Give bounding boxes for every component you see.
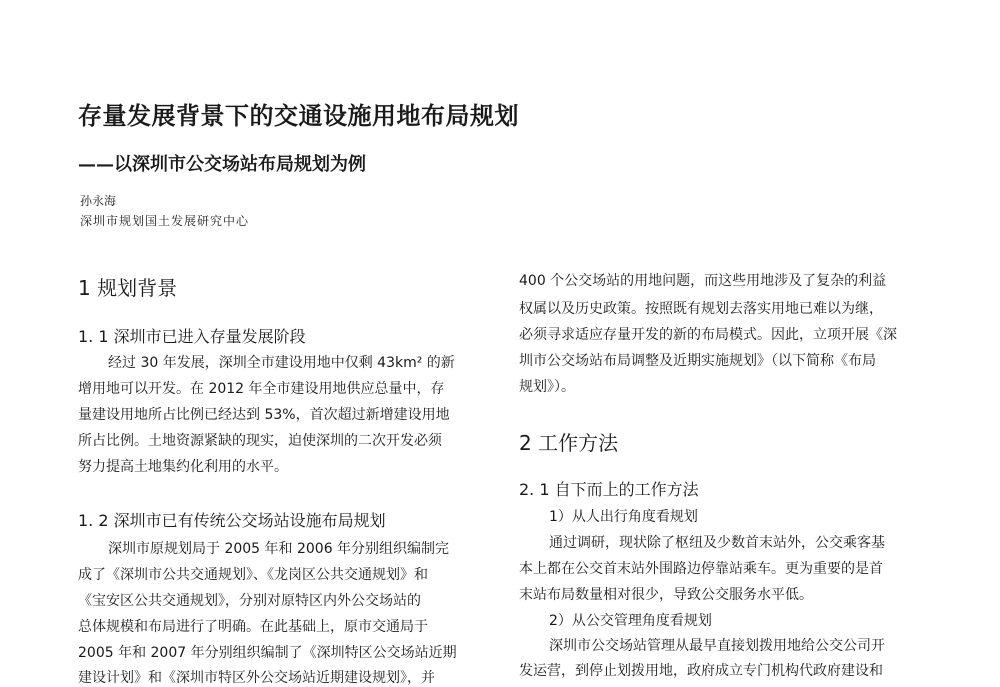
paragraph-line: 成了《深圳市公共交通规划》、《龙岗区公共交通规划》和 (78, 567, 428, 583)
paragraph-line: 圳市公交场站布局调整及近期实施规划》（以下简称《布局 (519, 353, 876, 369)
paragraph-line: 必须寻求适应存量开发的新的布局模式。因此，立项开展《深 (519, 327, 897, 343)
paper-subtitle: ——以深圳市公交场站布局规划为例 (78, 154, 366, 175)
subsection-heading-2-1: 2. 1 自下而上的工作方法 (519, 480, 699, 499)
paragraph-line: 量建设用地所占比例已经达到 53%，首次超过新增建设用地 (78, 407, 450, 423)
paragraph-line: 2005 年和 2007 年分别组织编制了《深圳特区公交场站近期 (78, 645, 457, 661)
paragraph-line: 增用地可以开发。在 2012 年全市建设用地供应总量中，存 (78, 381, 445, 397)
paragraph-line: 建设计划》和《深圳市特区外公交场站近期建设规划》，并 (78, 670, 435, 686)
paragraph-line: 末站布局数量相对很少，导致公交服务水平低。 (519, 587, 813, 603)
paragraph-line: 深圳市公交场站管理从最早直接划拨用地给公交公司开 (549, 638, 885, 654)
author-name: 孙永海 (80, 194, 117, 208)
paragraph-line: 《宝安区公共交通规划》，分别对原特区内外公交场站的 (78, 593, 421, 609)
paragraph-line: 深圳市原规划局于 2005 年和 2006 年分别组织编制完 (108, 541, 450, 557)
paragraph-line: 发运营，到停止划拨用地，政府成立专门机构代政府建设和 (519, 663, 883, 679)
paragraph-line: 规划》）。 (519, 379, 575, 395)
paragraph-line: 总体规模和布局进行了明确。在此基础上，原市交通局于 (78, 619, 428, 635)
subsection-heading-1-2: 1. 2 深圳市已有传统公交场站设施布局规划 (78, 511, 386, 530)
paragraph-line: 权属以及历史政策。按照既有规划去落实用地已难以为继， (519, 301, 883, 317)
paragraph-line: 400 个公交场站的用地问题，而这些用地涉及了复杂的利益 (519, 273, 887, 289)
sub-item-heading-1: 1）从人出行角度看规划 (549, 509, 698, 525)
paper-title: 存量发展背景下的交通设施用地布局规划 (78, 102, 519, 130)
paragraph-line: 本上都在公交首末站外围路边停靠站乘车。更为重要的是首 (519, 561, 883, 577)
paragraph-line: 所占比例。土地资源紧缺的现实，迫使深圳的二次开发必须 (78, 433, 442, 449)
section-heading-1: 1 规划背景 (78, 276, 178, 300)
subsection-heading-1-1: 1. 1 深圳市已进入存量发展阶段 (78, 327, 306, 346)
section-heading-2: 2 工作方法 (519, 431, 619, 455)
sub-item-heading-2: 2）从公交管理角度看规划 (549, 613, 712, 629)
paragraph-line: 努力提高土地集约化利用的水平。 (78, 459, 288, 475)
author-affiliation: 深圳市规划国土发展研究中心 (80, 214, 250, 228)
paragraph-line: 通过调研，现状除了枢纽及少数首末站外，公交乘客基 (549, 535, 885, 551)
paragraph-line: 经过 30 年发展，深圳全市建设用地中仅剩 43km² 的新 (108, 355, 455, 371)
